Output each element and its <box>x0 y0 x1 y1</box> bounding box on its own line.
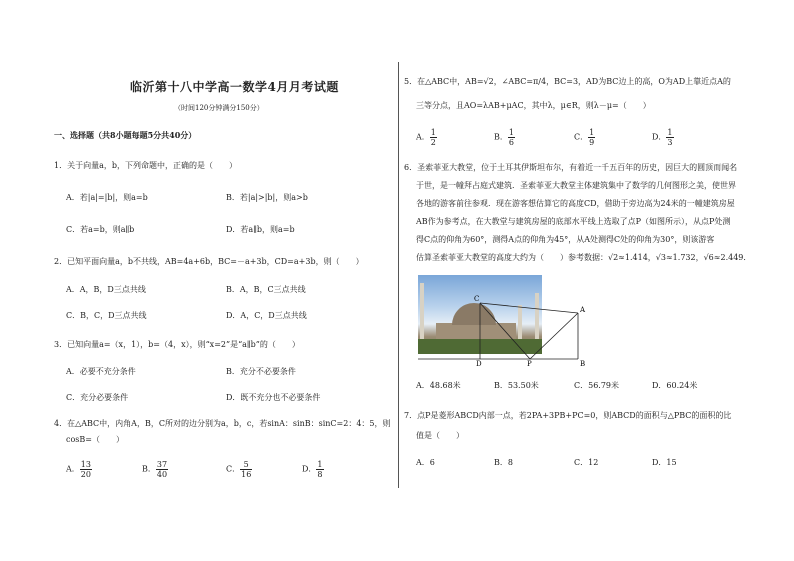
question-2-option-d[interactable]: D．A，C，D三点共线 <box>226 311 307 320</box>
question-6-line: 得C点的仰角为60°，测得A点的仰角为45°，从A处测得C处的仰角为30°，则该游客 <box>416 235 715 244</box>
question-5-option-a[interactable] <box>416 128 437 147</box>
question-6-line: AB作为参考点，在大教堂与建筑房屋的底部水平线上选取了点P（如图所示），从点P处测 <box>416 217 731 226</box>
column-divider <box>398 62 399 488</box>
fraction: $\frac{1}{3}$ <box>667 128 673 147</box>
exam-subtitle: （时间120分钟满分150分） <box>174 104 264 112</box>
question-4-option-d[interactable] <box>302 460 324 479</box>
label-b: B <box>580 360 586 367</box>
question-2-option-a[interactable]: A．A，B，D三点共线 <box>66 285 146 294</box>
option-label: A． <box>416 132 430 142</box>
label-c: C <box>474 295 480 303</box>
geometry-figure <box>418 275 588 367</box>
question-3-option-d[interactable]: D．既不充分也不必要条件 <box>226 393 321 402</box>
question-7-option-a[interactable]: A．6 <box>416 458 435 467</box>
question-6-option-a[interactable]: A．48.68米 <box>416 381 461 390</box>
question-5-option-b[interactable] <box>494 128 515 147</box>
question-6-line: 估算圣索菲亚大教堂的高度大约为（ ）参考数据：√2≈1.414，√3≈1.732，√6≈2.449． <box>416 253 752 262</box>
line-c-p <box>480 303 530 359</box>
question-3-option-c[interactable]: C．充分必要条件 <box>66 393 129 402</box>
question-6-line: 于世，是一幢拜占庭式建筑．圣索菲亚大教堂主体建筑集中了数学的几何图形之美，使世界 <box>416 181 736 190</box>
fraction: $\frac{1}{9}$ <box>589 128 595 147</box>
question-6-option-b[interactable]: B．53.50米 <box>494 381 539 390</box>
question-7-option-d[interactable]: D．15 <box>652 458 677 467</box>
question-2-option-b[interactable]: B．A，B，C三点共线 <box>226 285 306 294</box>
option-label: A． <box>66 464 80 474</box>
question-5-stem-cont: 三等分点，且AO=λAB+μAC，其中λ，μ∈R，则λ－μ=（ ） <box>416 101 651 110</box>
question-6-option-c[interactable]: C．56.79米 <box>574 381 620 390</box>
fraction: $\frac{1}{8}$ <box>317 460 323 479</box>
option-label: C． <box>226 464 241 474</box>
question-4-stem: 4．在△ABC中，内角A，B，C所对的边分别为a，b，c，若sinA：sinB：sinC=2：4：5，则 <box>54 419 391 428</box>
option-label: C． <box>574 132 589 142</box>
option-label: D． <box>652 132 667 142</box>
question-1-option-c[interactable]: C．若a=b，则a∥b <box>66 225 135 234</box>
question-1-stem: 1．关于向量a，b，下列命题中，正确的是（ ） <box>54 161 237 170</box>
question-4-option-b[interactable] <box>142 460 168 479</box>
line-p-a <box>530 313 578 359</box>
question-6-line: 6．圣索菲亚大教堂，位于土耳其伊斯坦布尔，有着近一千五百年的历史，因巨大的圆顶而闻名 <box>404 163 738 172</box>
question-4-stem-cont: cosB=（ ） <box>66 435 124 444</box>
question-1-option-a[interactable]: A．若|a|=|b|，则a=b <box>66 193 148 202</box>
question-3-option-a[interactable]: A．必要不充分条件 <box>66 367 136 376</box>
question-1-option-b[interactable]: B．若|a|>|b|，则a>b <box>226 193 308 202</box>
question-3-stem: 3．已知向量a=（x，1），b=（4，x），则“x=2”是“a∥b”的（ ） <box>54 340 300 349</box>
question-7-option-b[interactable]: B．8 <box>494 458 513 467</box>
fraction: $\frac{37}{40}$ <box>156 460 168 479</box>
label-p: P <box>527 360 532 367</box>
question-4-option-a[interactable] <box>66 460 92 479</box>
fraction: $\frac{1}{2}$ <box>430 128 436 147</box>
question-2-stem: 2．已知平面向量a，b不共线，AB=4a+6b，BC=－a+3b，CD=a+3b，则（ ） <box>54 257 364 266</box>
fraction: $\frac{1}{6}$ <box>508 128 514 147</box>
label-d: D <box>476 360 482 367</box>
question-1-option-d[interactable]: D．若a∥b，则a=b <box>226 225 295 234</box>
question-6-option-d[interactable]: D．60.24米 <box>652 381 698 390</box>
exam-title: 临沂第十八中学高一数学4月月考试题 <box>130 80 339 94</box>
section-heading: 一、选择题（共8小题每题5分共40分） <box>54 130 197 140</box>
question-7-stem-cont: 值是（ ） <box>416 431 464 440</box>
question-5-option-c[interactable] <box>574 128 595 147</box>
line-c-a <box>480 303 578 313</box>
question-2-option-c[interactable]: C．B，C，D三点共线 <box>66 311 147 320</box>
question-3-option-b[interactable]: B．充分不必要条件 <box>226 367 296 376</box>
question-5-stem: 5．在△ABC中，AB=√2，∠ABC=π/4，BC=3，AD为BC边上的高，O为AD上靠近点A的 <box>404 77 731 86</box>
question-4-option-c[interactable] <box>226 460 252 479</box>
option-label: B． <box>142 464 156 474</box>
option-label: D． <box>302 464 317 474</box>
fraction: $\frac{13}{20}$ <box>80 460 91 479</box>
question-6-line: 各地的游客前往参观．现在游客想估算它的高度CD，借助于旁边高为24米的一幢建筑房屋 <box>416 199 735 208</box>
question-5-option-d[interactable] <box>652 128 674 147</box>
fraction: $\frac{5}{16}$ <box>241 460 252 479</box>
question-7-stem: 7．点P是菱形ABCD内部一点，若2PA+3PB+PC=0，则ABCD的面积与△PBC的面积的比 <box>404 411 732 420</box>
option-label: B． <box>494 132 508 142</box>
label-a: A <box>580 306 586 314</box>
question-7-option-c[interactable]: C．12 <box>574 458 599 467</box>
